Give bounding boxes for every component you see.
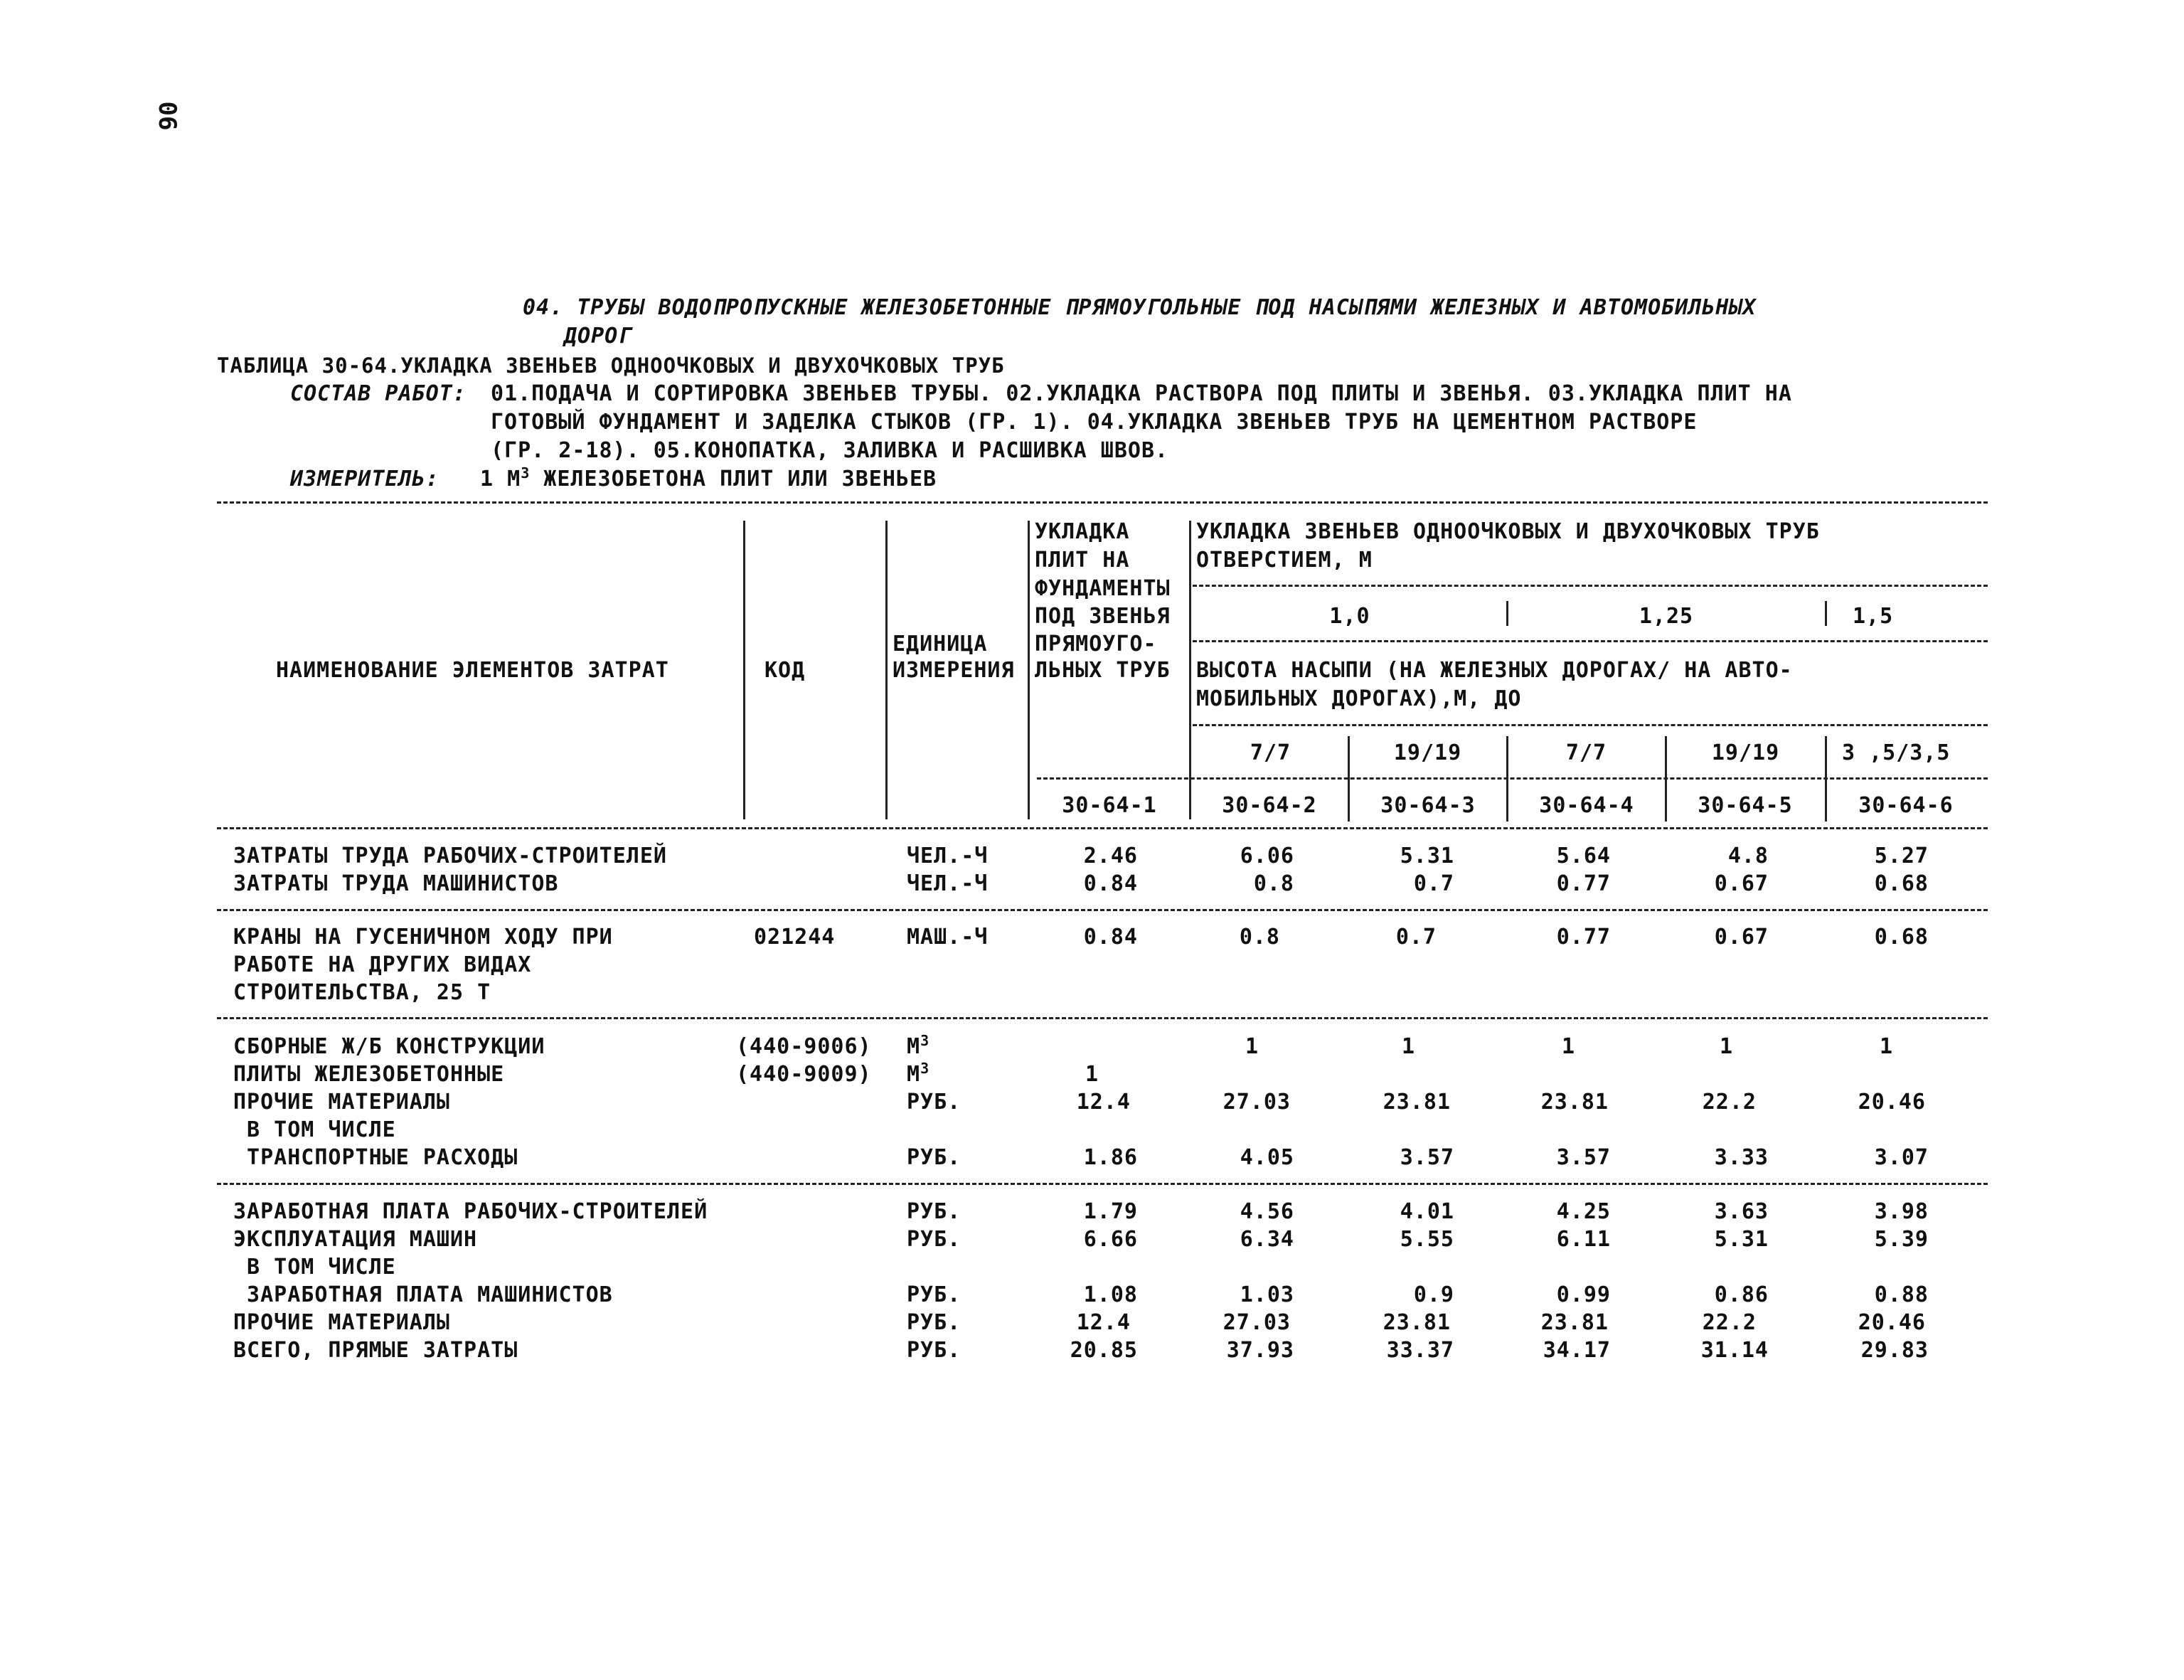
row-value: 1.86: [1083, 1145, 1138, 1170]
row-value: 12.4: [1076, 1090, 1131, 1115]
rule-top: [217, 501, 1988, 504]
header-name-col: НАИМЕНОВАНИЕ ЭЛЕМЕНТОВ ЗАТРАТ: [276, 658, 669, 683]
row-value: 33.37: [1386, 1338, 1454, 1363]
row-value: 1: [1719, 1034, 1733, 1059]
header-opening-1: 1,0: [1329, 604, 1370, 629]
row-value: 0.9: [1413, 1282, 1454, 1307]
row-value: 5.31: [1400, 844, 1454, 868]
header-height-val-5: 3 ,5/3,5: [1842, 740, 1951, 765]
row-value: 3.57: [1556, 1145, 1611, 1170]
header-code-5: 30-64-5: [1698, 793, 1793, 818]
row-value: 5.27: [1874, 844, 1929, 868]
row-name: РАБОТЕ НА ДРУГИХ ВИДАХ: [233, 952, 532, 977]
row-value: 0.84: [1083, 871, 1138, 896]
row-name: ЭКСПЛУАТАЦИЯ МАШИН: [233, 1227, 478, 1252]
row-value: 1.03: [1240, 1282, 1294, 1307]
header-sep-9: [1665, 736, 1667, 822]
row-name: ЗАТРАТЫ ТРУДА МАШИНИСТОВ: [233, 871, 559, 896]
header-col1-2: ПЛИТ НА: [1035, 548, 1130, 573]
row-name: СБОРНЫЕ Ж/Б КОНСТРУКЦИИ: [233, 1034, 545, 1059]
header-sep-10: [1825, 736, 1827, 822]
row-value: 23.81: [1540, 1310, 1609, 1335]
row-name: ТРАНСПОРТНЫЕ РАСХОДЫ: [233, 1145, 518, 1170]
row-value: 3.07: [1874, 1145, 1929, 1170]
row-value: 6.06: [1240, 844, 1294, 868]
row-value: 3.33: [1714, 1145, 1769, 1170]
header-col1-5: ПРЯМОУГО-: [1035, 632, 1157, 656]
row-value: 4.56: [1240, 1199, 1294, 1224]
header-height-val-1: 7/7: [1250, 740, 1291, 765]
row-value: 4.8: [1727, 844, 1769, 868]
row-value: 5.31: [1714, 1227, 1769, 1252]
header-col1-6: ЛЬНЫХ ТРУБ: [1035, 658, 1171, 683]
measure-label: ИЗМЕРИТЕЛЬ:: [290, 467, 440, 491]
header-group-2: ОТВЕРСТИЕМ, М: [1196, 548, 1373, 573]
row-value: 0.84: [1083, 925, 1138, 950]
row-name: ПЛИТЫ ЖЕЛЕЗОБЕТОННЫЕ: [233, 1062, 505, 1087]
rule-body-3: [217, 1183, 1988, 1185]
row-value: 0.7: [1395, 925, 1437, 950]
rule-subhead-4: [1037, 777, 1988, 780]
header-opening-2: 1,25: [1639, 604, 1694, 629]
row-value: 20.85: [1070, 1338, 1138, 1363]
header-col1-1: УКЛАДКА: [1035, 519, 1130, 544]
row-value: 1.79: [1083, 1199, 1138, 1224]
row-value: 0.67: [1714, 871, 1769, 896]
work-line-1: 01.ПОДАЧА И СОРТИРОВКА ЗВЕНЬЕВ ТРУБЫ. 02.УКЛАДКА РАСТВОРА ПОД ПЛИТЫ И ЗВЕНЬЯ. 03.УКЛАДКА ПЛИТ НА: [491, 381, 1792, 406]
row-value: 34.17: [1543, 1338, 1611, 1363]
header-opening-3: 1,5: [1853, 604, 1894, 629]
row-value: 20.46: [1858, 1310, 1926, 1335]
header-sep-4: [1189, 521, 1191, 819]
row-code: (440-9009): [736, 1062, 872, 1087]
row-unit: РУБ.: [907, 1338, 962, 1363]
row-name: ЗАРАБОТНАЯ ПЛАТА РАБОЧИХ-СТРОИТЕЛЕЙ: [233, 1199, 708, 1224]
header-col1-3: ФУНДАМЕНТЫ: [1035, 576, 1171, 601]
header-height-2: МОБИЛЬНЫХ ДОРОГАХ),М, ДО: [1196, 686, 1522, 711]
row-value: 1: [1085, 1062, 1099, 1087]
measure-value: 1 $М^3$ ЖЕЛЕЗОБЕТОНА ПЛИТ ИЛИ ЗВЕНЬЕВ: [480, 464, 937, 491]
row-name: КРАНЫ НА ГУСЕНИЧНОМ ХОДУ ПРИ: [233, 925, 613, 950]
rule-subhead-2: [1193, 640, 1988, 642]
header-sep-8: [1506, 736, 1508, 822]
row-name: В ТОМ ЧИСЛЕ: [233, 1117, 396, 1142]
row-name: ЗАРАБОТНАЯ ПЛАТА МАШИНИСТОВ: [233, 1282, 613, 1307]
row-unit: РУБ.: [907, 1090, 962, 1115]
row-value: 1: [1401, 1034, 1415, 1059]
row-value: 4.25: [1556, 1199, 1611, 1224]
row-value: 5.39: [1874, 1227, 1929, 1252]
section-title: 04. ТРУБЫ ВОДОПРОПУСКНЫЕ ЖЕЛЕЗОБЕТОННЫЕ ПРЯМОУГОЛЬНЫЕ ПОД НАСЫПЯМИ ЖЕЛЕЗНЫХ И АВТОМОБИЛЬНЫХ: [523, 295, 1757, 320]
rule-header-bottom: [217, 827, 1988, 829]
row-value: 0.77: [1556, 925, 1611, 950]
header-height-val-3: 7/7: [1565, 740, 1607, 765]
row-unit: $М^3$: [907, 1032, 930, 1059]
row-unit: $М^3$: [907, 1060, 930, 1087]
row-value: 0.8: [1253, 871, 1294, 896]
row-value: 0.7: [1413, 871, 1454, 896]
row-value: 1: [1879, 1034, 1893, 1059]
row-value: 23.81: [1383, 1310, 1451, 1335]
rule-body-1: [217, 909, 1988, 911]
header-height-val-2: 19/19: [1393, 740, 1462, 765]
row-value: 0.68: [1874, 925, 1929, 950]
row-value: 27.03: [1222, 1310, 1291, 1335]
work-line-3: (ГР. 2-18). 05.КОНОПАТКА, ЗАЛИВКА И РАСШИВКА ШВОВ.: [491, 438, 1169, 463]
header-height-1: ВЫСОТА НАСЫПИ (НА ЖЕЛЕЗНЫХ ДОРОГАХ/ НА АВТО-: [1196, 658, 1793, 683]
row-value: 1.08: [1083, 1282, 1138, 1307]
section-title-cont: ДОРОГ: [564, 324, 632, 349]
row-value: 1: [1561, 1034, 1575, 1059]
row-value: 0.88: [1874, 1282, 1929, 1307]
row-unit: РУБ.: [907, 1310, 962, 1335]
row-value: 27.03: [1222, 1090, 1291, 1115]
row-value: 12.4: [1076, 1310, 1131, 1335]
row-value: 3.63: [1714, 1199, 1769, 1224]
header-group-1: УКЛАДКА ЗВЕНЬЕВ ОДНООЧКОВЫХ И ДВУХОЧКОВЫХ ТРУБ: [1196, 519, 1820, 544]
row-value: 20.46: [1858, 1090, 1926, 1115]
header-unit-2: ИЗМЕРЕНИЯ: [893, 658, 1015, 683]
row-code: (440-9006): [736, 1034, 872, 1059]
row-value: 31.14: [1700, 1338, 1769, 1363]
header-sep-7: [1348, 736, 1350, 822]
row-unit: РУБ.: [907, 1199, 962, 1224]
header-code-6: 30-64-6: [1858, 793, 1954, 818]
row-unit: РУБ.: [907, 1227, 962, 1252]
row-name: ВСЕГО, ПРЯМЫЕ ЗАТРАТЫ: [233, 1338, 518, 1363]
header-code-4: 30-64-4: [1539, 793, 1634, 818]
row-unit: МАШ.-Ч: [907, 925, 989, 950]
row-value: 1: [1245, 1034, 1259, 1059]
row-value: 37.93: [1226, 1338, 1294, 1363]
row-value: 0.67: [1714, 925, 1769, 950]
row-value: 4.01: [1400, 1199, 1454, 1224]
row-value: 6.11: [1556, 1227, 1611, 1252]
rule-body-2: [217, 1017, 1988, 1019]
work-label: СОСТАВ РАБОТ:: [290, 381, 467, 406]
header-sep-6: [1825, 601, 1827, 626]
row-value: 0.68: [1874, 871, 1929, 896]
row-value: 4.05: [1240, 1145, 1294, 1170]
header-unit-1: ЕДИНИЦА: [893, 632, 988, 656]
row-value: 0.77: [1556, 871, 1611, 896]
row-value: 5.55: [1400, 1227, 1454, 1252]
header-code-2: 30-64-2: [1222, 793, 1317, 818]
header-sep-3: [1028, 521, 1030, 819]
row-value: 29.83: [1860, 1338, 1929, 1363]
row-value: 0.99: [1556, 1282, 1611, 1307]
row-unit: РУБ.: [907, 1145, 962, 1170]
header-height-val-4: 19/19: [1711, 740, 1780, 765]
header-col1-4: ПОД ЗВЕНЬЯ: [1035, 604, 1171, 629]
row-value: 23.81: [1383, 1090, 1451, 1115]
row-name: ПРОЧИЕ МАТЕРИАЛЫ: [233, 1090, 450, 1115]
page-number: 06: [153, 101, 181, 131]
work-line-2: ГОТОВЫЙ ФУНДАМЕНТ И ЗАДЕЛКА СТЫКОВ (ГР. 1). 04.УКЛАДКА ЗВЕНЬЕВ ТРУБ НА ЦЕМЕНТНОМ РАСТВОРЕ: [491, 410, 1698, 435]
rule-subhead-3: [1193, 724, 1988, 726]
row-value: 2.46: [1083, 844, 1138, 868]
row-unit: ЧЕЛ.-Ч: [907, 871, 989, 896]
row-name: СТРОИТЕЛЬСТВА, 25 Т: [233, 980, 491, 1005]
row-name: ПРОЧИЕ МАТЕРИАЛЫ: [233, 1310, 450, 1335]
row-code: 021244: [754, 925, 836, 950]
row-value: 6.66: [1083, 1227, 1138, 1252]
header-code-3: 30-64-3: [1380, 793, 1476, 818]
row-value: 0.8: [1239, 925, 1280, 950]
row-value: 6.34: [1240, 1227, 1294, 1252]
row-name: ЗАТРАТЫ ТРУДА РАБОЧИХ-СТРОИТЕЛЕЙ: [233, 844, 667, 868]
row-unit: ЧЕЛ.-Ч: [907, 844, 989, 868]
row-value: 0.86: [1714, 1282, 1769, 1307]
rule-subhead-1: [1193, 585, 1988, 587]
row-value: 3.57: [1400, 1145, 1454, 1170]
row-value: 23.81: [1540, 1090, 1609, 1115]
header-sep-1: [743, 521, 745, 819]
row-value: 5.64: [1556, 844, 1611, 868]
table-title: ТАБЛИЦА 30-64.УКЛАДКА ЗВЕНЬЕВ ОДНООЧКОВЫХ И ДВУХОЧКОВЫХ ТРУБ: [217, 353, 1005, 378]
row-value: 3.98: [1874, 1199, 1929, 1224]
row-unit: РУБ.: [907, 1282, 962, 1307]
header-code-1: 30-64-1: [1062, 793, 1157, 818]
row-value: 22.2: [1702, 1090, 1757, 1115]
header-code-col: КОД: [765, 658, 806, 683]
header-sep-2: [885, 521, 888, 819]
row-name: В ТОМ ЧИСЛЕ: [233, 1255, 396, 1280]
row-value: 22.2: [1702, 1310, 1757, 1335]
header-sep-5: [1506, 601, 1508, 626]
